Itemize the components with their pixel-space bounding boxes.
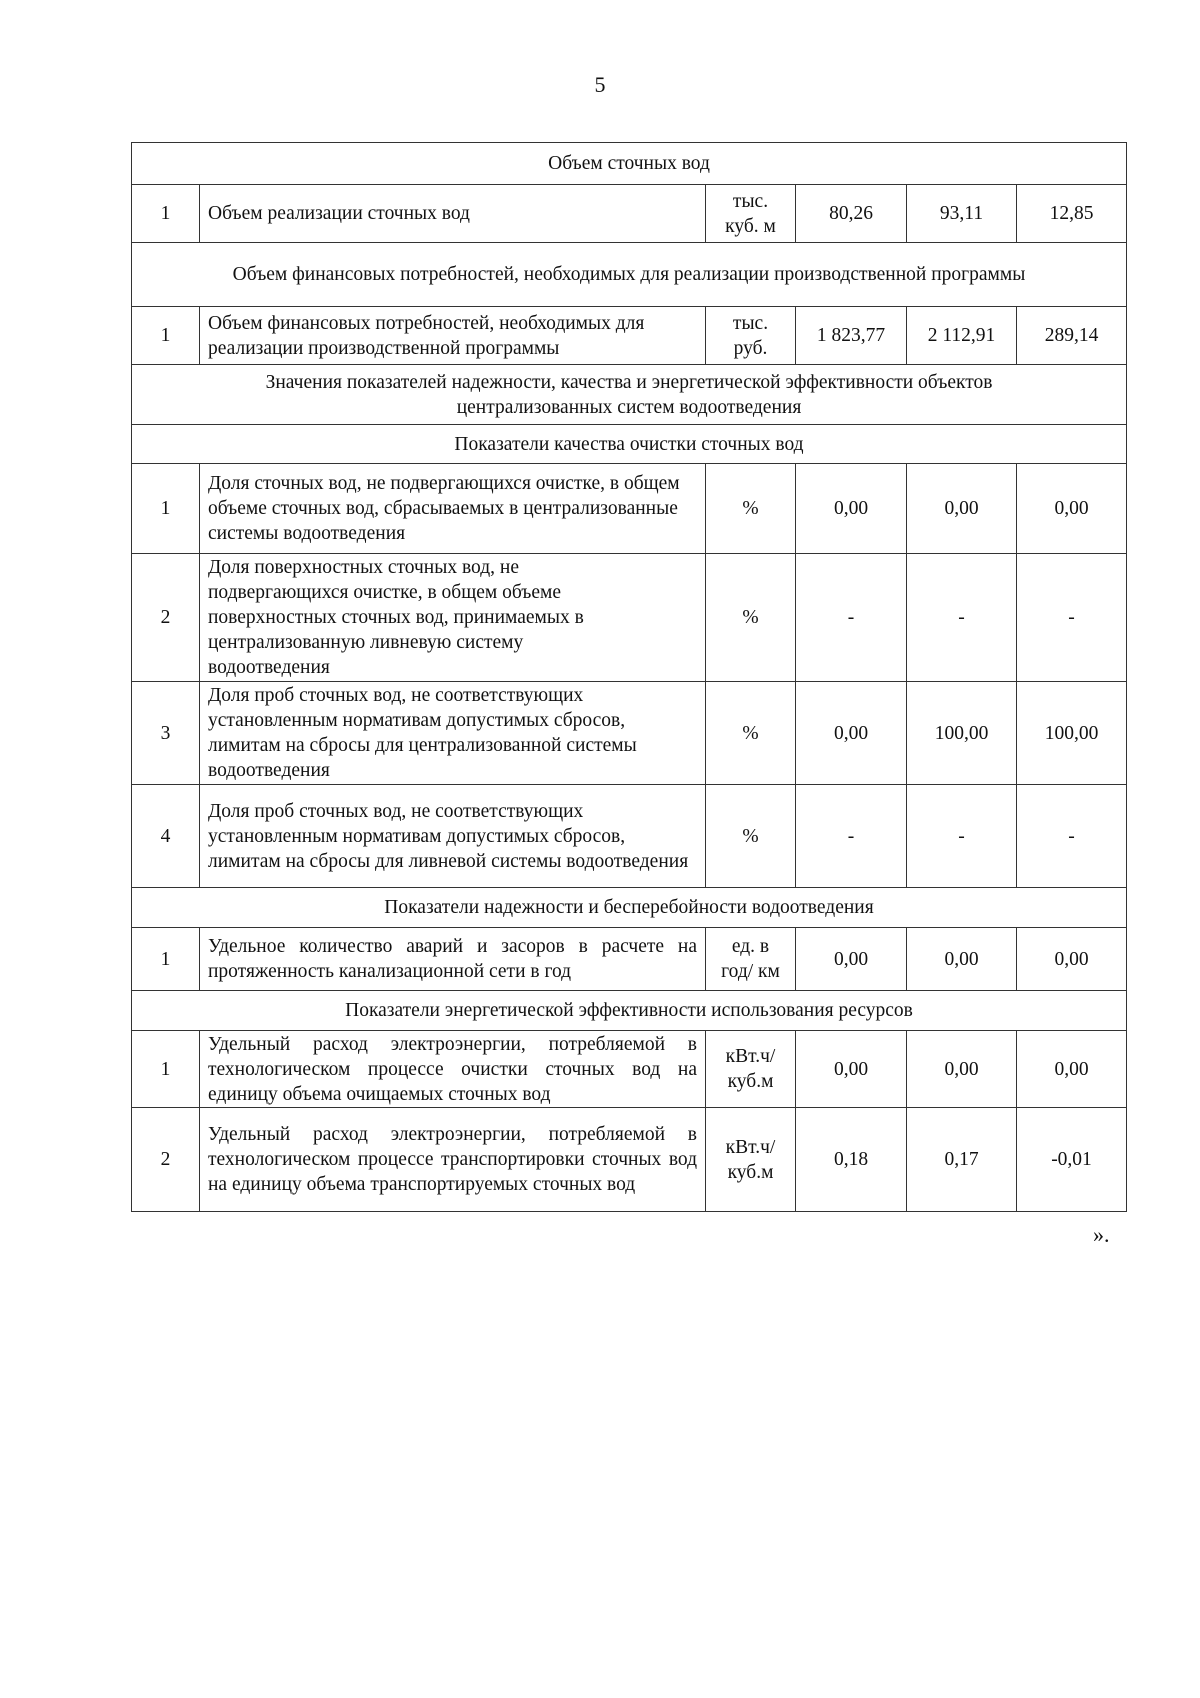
value-1: 0,00: [796, 1031, 907, 1108]
table-row: [132, 785, 1127, 888]
table-row: [132, 464, 1127, 554]
section-header-row: [132, 143, 1127, 185]
value-3: 0,00: [1017, 928, 1127, 991]
section-title: Значения показателей надежности, качества и энергетической эффективности объектов централизованных систем водоотведения: [132, 365, 1127, 425]
value-2: 93,11: [907, 185, 1017, 243]
section-title: Показатели надежности и бесперебойности водоотведения: [132, 888, 1127, 928]
table-row: [132, 307, 1127, 365]
section-title: Показатели энергетической эффективности использования ресурсов: [132, 991, 1127, 1031]
section-header-row: [132, 365, 1127, 425]
row-number: 2: [132, 554, 200, 682]
value-2: 0,00: [907, 464, 1017, 554]
section-header-row: [132, 991, 1127, 1031]
indicator-name: Объем финансовых потребностей, необходимых для реализации производственной программы: [200, 307, 706, 365]
row-number: 4: [132, 785, 200, 888]
unit-cell: %: [706, 554, 796, 682]
value-3: 12,85: [1017, 185, 1127, 243]
table-row: [132, 185, 1127, 243]
value-1: 80,26: [796, 185, 907, 243]
row-number: 1: [132, 464, 200, 554]
row-number: 1: [132, 185, 200, 243]
value-3: 0,00: [1017, 1031, 1127, 1108]
value-1: 0,18: [796, 1108, 907, 1212]
value-2: 0,00: [907, 928, 1017, 991]
table-row: [132, 1108, 1127, 1212]
unit-cell: тыс. руб.: [706, 307, 796, 365]
row-number: 1: [132, 307, 200, 365]
value-1: 1 823,77: [796, 307, 907, 365]
indicator-name: Удельное количество аварий и засоров в расчете на протяженность канализационной сети в год: [200, 928, 706, 991]
indicator-name: Доля проб сточных вод, не соответствующих установленным нормативам допустимых сбросов, лимитам на сбросы для централизованной системы водоотведения: [200, 682, 706, 785]
table-row: [132, 928, 1127, 991]
unit-cell: тыс. куб. м: [706, 185, 796, 243]
indicator-name: Доля поверхностных сточных вод, не подвергающихся очистке, в общем объеме поверхностных сточных вод, принимаемых в централизованную ливневую систему водоотведения: [200, 554, 706, 682]
page-number: 5: [594, 72, 606, 97]
unit-cell: кВт.ч/ куб.м: [706, 1031, 796, 1108]
section-title: Объем сточных вод: [132, 143, 1127, 185]
value-3: 100,00: [1017, 682, 1127, 785]
value-2: 0,17: [907, 1108, 1017, 1212]
value-1: -: [796, 554, 907, 682]
value-3: -0,01: [1017, 1108, 1127, 1212]
section-header-row: [132, 243, 1127, 307]
row-number: 1: [132, 1031, 200, 1108]
unit-cell: ед. в год/ км: [706, 928, 796, 991]
unit-cell: %: [706, 682, 796, 785]
value-2: 0,00: [907, 1031, 1017, 1108]
indicator-name: Доля проб сточных вод, не соответствующих установленным нормативам допустимых сбросов, лимитам на сбросы для ливневой системы водоотведения: [200, 785, 706, 888]
value-3: 289,14: [1017, 307, 1127, 365]
indicators-table: [131, 142, 1127, 1212]
section-title: Показатели качества очистки сточных вод: [132, 425, 1127, 464]
indicator-name: Доля сточных вод, не подвергающихся очистке, в общем объеме сточных вод, сбрасываемых в централизованные системы водоотведения: [200, 464, 706, 554]
row-number: 1: [132, 928, 200, 991]
indicator-name: Удельный расход электроэнергии, потребляемой в технологическом процессе очистки сточных вод на единицу объема очищаемых сточных вод: [200, 1031, 706, 1108]
value-2: 100,00: [907, 682, 1017, 785]
value-2: 2 112,91: [907, 307, 1017, 365]
row-number: 3: [132, 682, 200, 785]
row-number: 2: [132, 1108, 200, 1212]
value-1: 0,00: [796, 928, 907, 991]
value-1: 0,00: [796, 464, 907, 554]
table-row: [132, 554, 1127, 682]
indicator-name: Удельный расход электроэнергии, потребляемой в технологическом процессе транспортировки сточных вод на единицу объема транспортируемых сточных вод: [200, 1108, 706, 1212]
value-3: 0,00: [1017, 464, 1127, 554]
table-row: [132, 1031, 1127, 1108]
section-header-row: [132, 425, 1127, 464]
value-1: -: [796, 785, 907, 888]
unit-cell: %: [706, 785, 796, 888]
section-title: Объем финансовых потребностей, необходимых для реализации производственной программы: [132, 243, 1127, 307]
table-row: [132, 682, 1127, 785]
indicator-name: Объем реализации сточных вод: [200, 185, 706, 243]
value-2: -: [907, 785, 1017, 888]
value-2: -: [907, 554, 1017, 682]
unit-cell: кВт.ч/ куб.м: [706, 1108, 796, 1212]
value-1: 0,00: [796, 682, 907, 785]
unit-cell: %: [706, 464, 796, 554]
value-3: -: [1017, 785, 1127, 888]
value-3: -: [1017, 554, 1127, 682]
closing-quote-mark: ».: [1093, 1222, 1110, 1247]
section-header-row: [132, 888, 1127, 928]
